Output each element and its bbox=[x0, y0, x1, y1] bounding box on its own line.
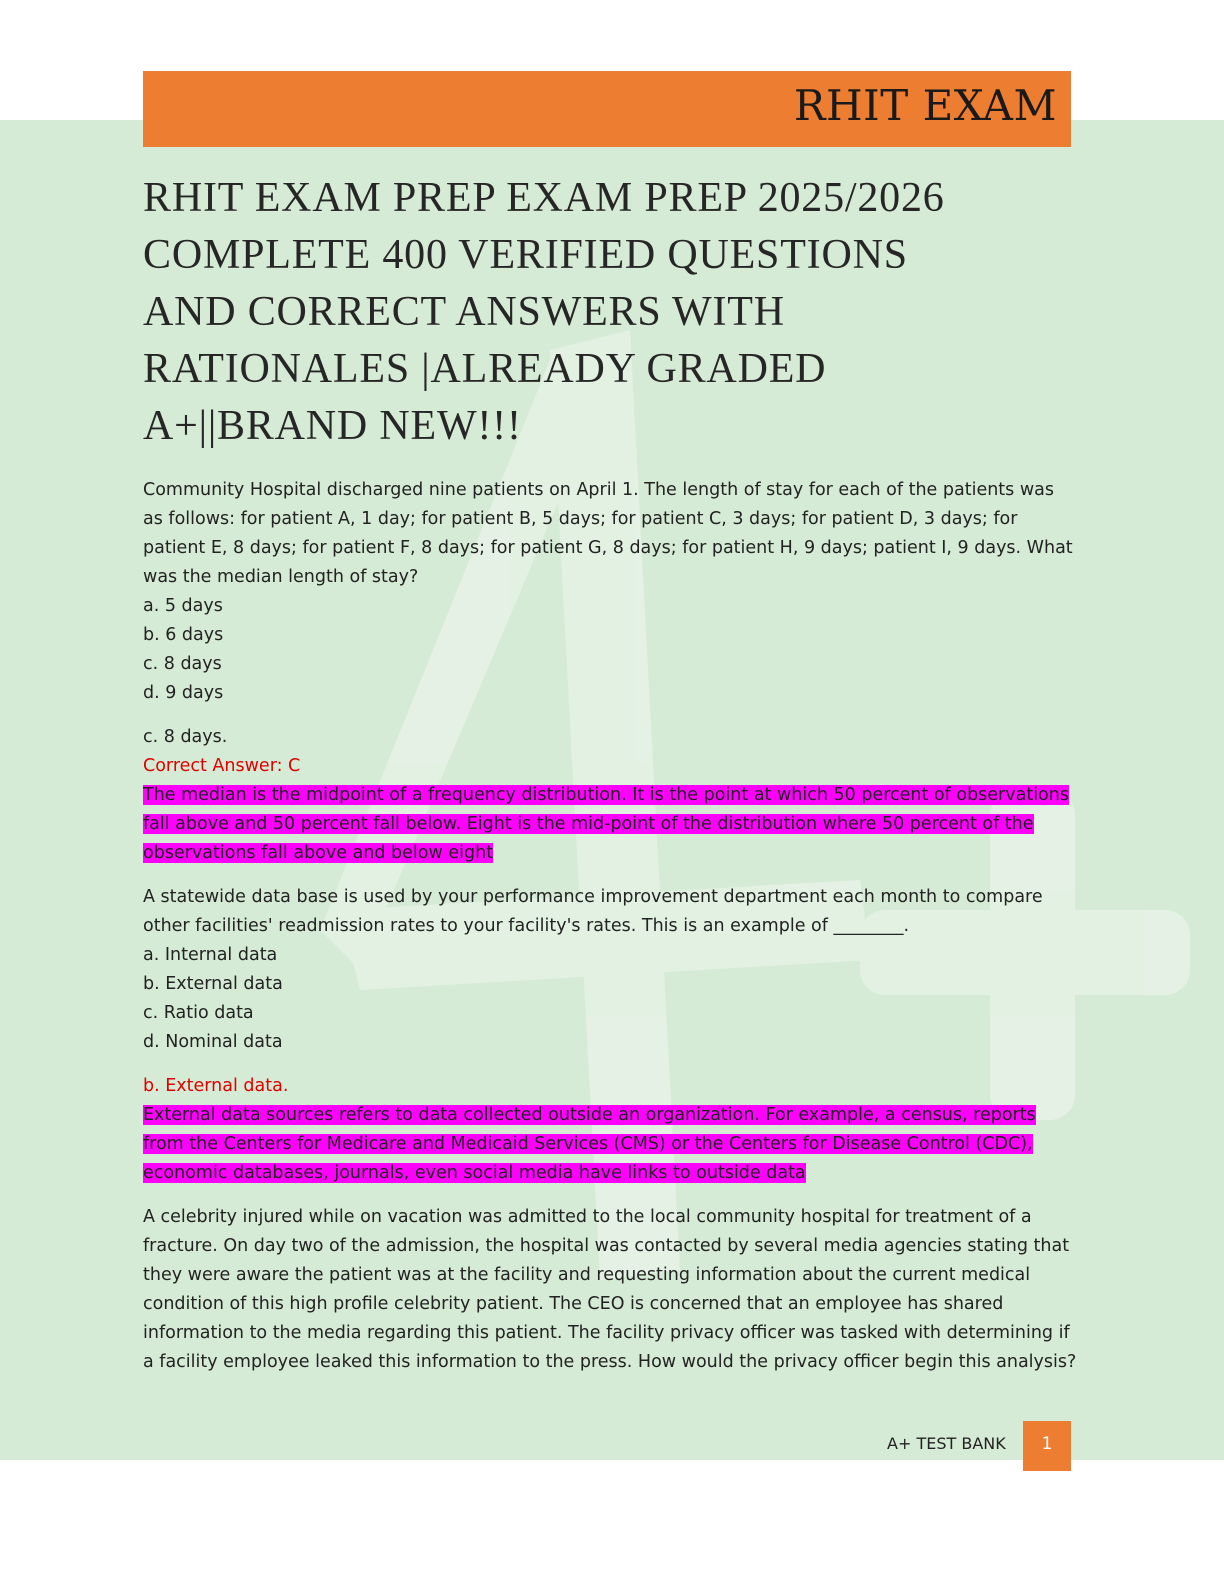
title-line: RATIONALES |ALREADY GRADED bbox=[143, 346, 827, 392]
question-2 bbox=[143, 883, 1078, 1188]
title-line: COMPLETE 400 VERIFIED QUESTIONS bbox=[143, 232, 908, 278]
title-line: RHIT EXAM PREP EXAM PREP 2025/2026 bbox=[143, 175, 945, 221]
header-banner bbox=[143, 71, 1071, 147]
answer-option: d. 9 days bbox=[143, 683, 224, 703]
answer-option: d. Nominal data bbox=[143, 1032, 283, 1052]
answer-option: a. 5 days bbox=[143, 596, 223, 616]
title-line: A+||BRAND NEW!!! bbox=[143, 403, 522, 449]
document-title bbox=[143, 170, 1083, 455]
answer-option: b. External data bbox=[143, 974, 283, 994]
answer-option: c. 8 days bbox=[143, 654, 222, 674]
header-banner-text: RHIT EXAM bbox=[793, 81, 1057, 130]
correct-answer-label: b. External data. bbox=[143, 1076, 289, 1096]
rationale-highlight: The median is the midpoint of a frequency distribution. It is the point at which 50 percent of observations fall above and 50 percent fall below. Eight is the mid-point of the distribution where 50 percent of the observations fall above and below eight bbox=[143, 785, 1069, 863]
given-answer: c. 8 days. bbox=[143, 727, 228, 747]
answer-option: b. 6 days bbox=[143, 625, 224, 645]
question-text: A celebrity injured while on vacation was admitted to the local community hospital for treatment of a fracture. On day two of the admission, the hospital was contacted by several media agencies stating that they were aware the patient was at the facility and requesting information about the current medical condition of this high profile celebrity patient. The CEO is concerned that an employee has shared information to the media regarding this patient. The facility privacy officer was tasked with determining if a facility employee leaked this information to the press. How would the privacy officer begin this analysis? bbox=[143, 1207, 1077, 1372]
question-text: A statewide data base is used by your performance improvement department each month to compare other facilities' readmission rates to your facility's rates. This is an example of ________. bbox=[143, 887, 1043, 936]
question-3 bbox=[143, 1203, 1078, 1377]
rationale-highlight: External data sources refers to data collected outside an organization. For example, a census, reports from the Centers for Medicare and Medicaid Services (CMS) or the Centers for Disease Control (CDC), economic databases, journals, even social media have links to outside data bbox=[143, 1105, 1036, 1183]
page-number-box bbox=[1023, 1421, 1071, 1471]
answer-option: c. Ratio data bbox=[143, 1003, 254, 1023]
page-number: 1 bbox=[1041, 1434, 1053, 1454]
answer-option: a. Internal data bbox=[143, 945, 278, 965]
correct-answer-label: Correct Answer: C bbox=[143, 756, 301, 776]
question-text: Community Hospital discharged nine patients on April 1. The length of stay for each of the patients was as follows: for patient A, 1 day; for patient B, 5 days; for patient C, 3 days; for patient D, 3 days; for patient E, 8 days; for patient F, 8 days; for patient G, 8 days; for patient H, 9 days; patient I, 9 days. What was the median length of stay? bbox=[143, 480, 1073, 587]
footer-brand: A+ TEST BANK bbox=[887, 1434, 1006, 1453]
question-1 bbox=[143, 476, 1078, 868]
document-body bbox=[143, 476, 1078, 1377]
title-line: AND CORRECT ANSWERS WITH bbox=[143, 289, 785, 335]
